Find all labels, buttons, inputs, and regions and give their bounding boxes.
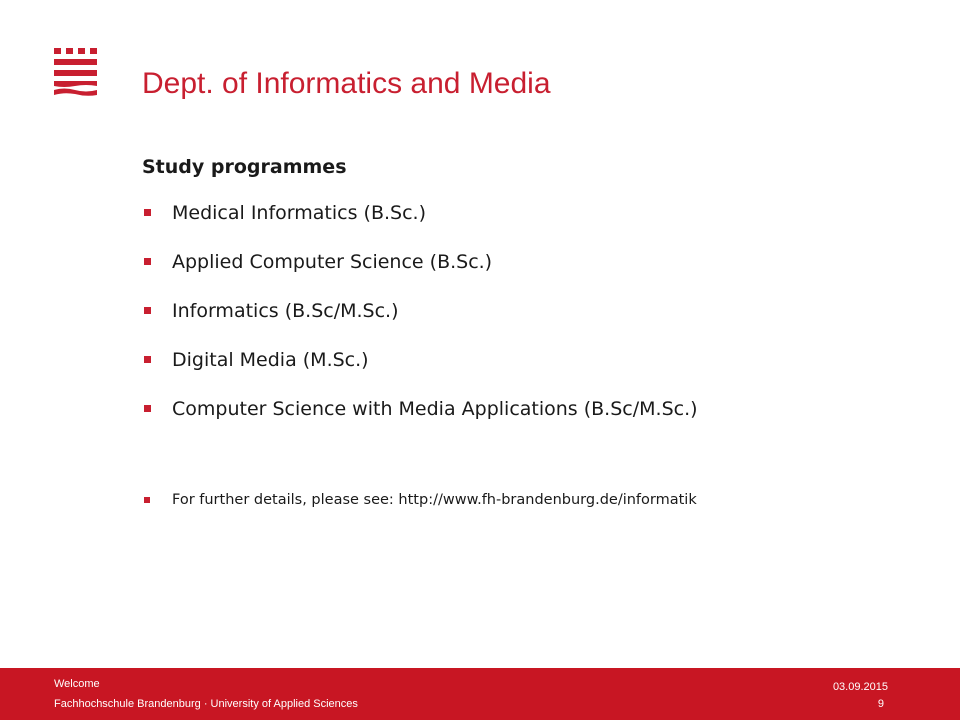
bullet-square-icon	[144, 405, 151, 412]
programme-label: Digital Media (M.Sc.)	[172, 349, 369, 371]
bullet-square-icon	[144, 258, 151, 265]
list-item	[142, 246, 698, 295]
further-details-text: For further details, please see: http://www.fh-brandenburg.de/informatik	[172, 492, 697, 508]
programme-label: Applied Computer Science (B.Sc.)	[172, 251, 493, 273]
page-title: Dept. of Informatics and Media	[142, 67, 551, 100]
bullet-square-icon	[144, 356, 151, 363]
page-number: 9	[877, 698, 884, 710]
programme-label: Informatics (B.Sc/M.Sc.)	[172, 300, 399, 322]
fh-brandenburg-logo-icon	[50, 46, 100, 98]
footer-bar	[0, 668, 960, 720]
footer-section-label: Welcome	[54, 678, 100, 690]
programme-list	[142, 197, 698, 442]
section-heading: Study programmes	[142, 156, 347, 178]
bullet-square-icon	[144, 307, 151, 314]
programme-label: Medical Informatics (B.Sc.)	[172, 202, 426, 224]
list-item	[142, 344, 698, 393]
programme-label: Computer Science with Media Applications (B.Sc/M.Sc.)	[172, 398, 698, 420]
list-item	[142, 295, 698, 344]
further-details-note	[142, 488, 697, 512]
list-item	[142, 393, 698, 442]
footer-institution: Fachhochschule Brandenburg · University of Applied Sciences	[54, 698, 358, 710]
bullet-square-icon	[144, 209, 151, 216]
footer-date: 03.09.2015	[832, 681, 888, 693]
bullet-square-icon	[144, 497, 150, 503]
list-item	[142, 197, 698, 246]
